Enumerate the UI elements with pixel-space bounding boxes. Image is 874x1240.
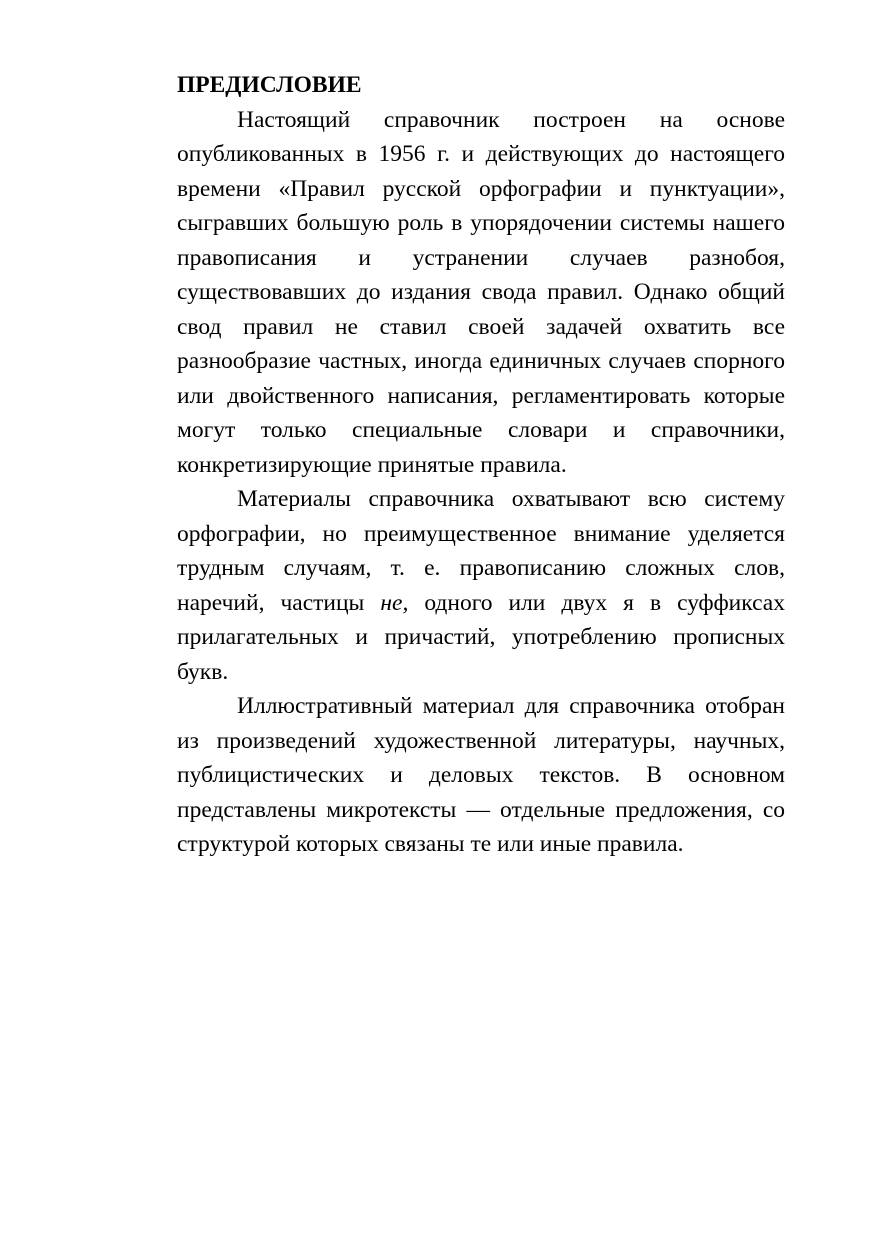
document-body [177, 68, 785, 862]
paragraph-materials-text-before: Материалы справочника охватывают всю систему орфографии, но преимущественное внимание уделяется трудным случаям, т. е. правописанию сложных слов, наречий, частицы [177, 486, 785, 616]
paragraph-illustrations: Иллюстративный материал для справочника отобран из произведений художественной литературы, научных, публицистических и деловых текстов. В основном представлены микротексты — отдельные предложения, со структурой которых связаны те или иные правила. [177, 693, 785, 857]
paragraph-materials-italic-particle: не, [380, 589, 409, 616]
paragraph-intro: Настоящий справочник построен на основе опубликованных в 1956 г. и действующих до настоящего времени «Правил русской орфографии и пунктуации», сыгравших большую роль в упорядочении системы нашего правописания и устранении случаев разнобоя, существовавших до издания свода правил. Однако общий свод правил не ставил своей задачей охватить все разнообразие частных, иногда единичных случаев спорного или двойственного написания, регламентировать которые могут только специальные словари и справочники, конкретизирующие принятые правила. [177, 106, 785, 478]
page-title: ПРЕДИСЛОВИЕ [177, 72, 362, 98]
paragraph-materials [177, 482, 785, 689]
paragraph-materials-text-after: одного или двух я в суффиксах прилагательных и причастий, употреблению прописных букв. [177, 589, 785, 685]
